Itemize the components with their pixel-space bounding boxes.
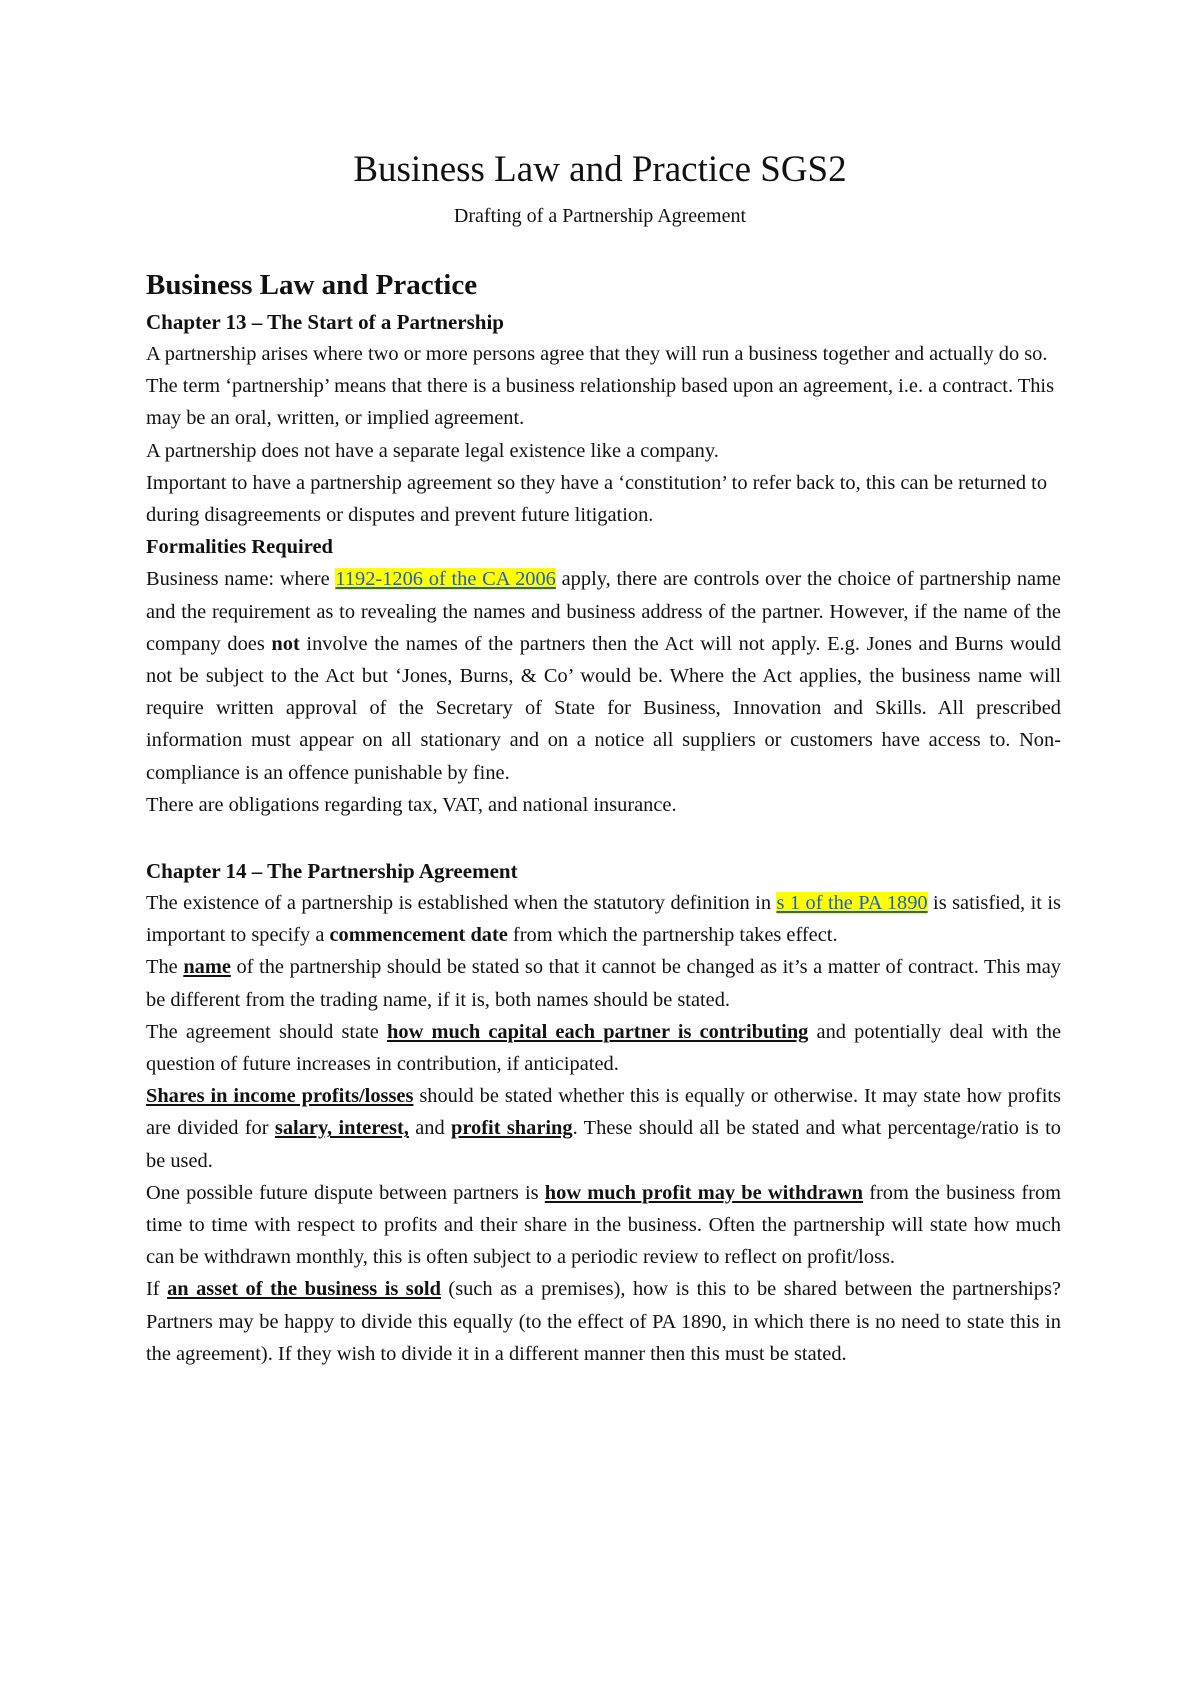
text-run: The existence of a partnership is established when the statutory definition in	[146, 892, 777, 915]
bold-underlined-text: Shares in income profits/losses	[146, 1085, 414, 1108]
text-run: The	[146, 956, 184, 979]
text-run: is satisfied, it is important to specify a	[146, 892, 1061, 947]
chapter-13-paragraph-3: Important to have a partnership agreement so they have a ‘constitution’ to refer back to, this can be returned to during disagreements or disputes and prevent future litigation.	[146, 471, 1048, 527]
text-run: from the business from time to time with respect to profits and their share in the business. Often the partnership will state how much can be withdrawn monthly, this is often subject to a periodic review to reflect on profit/loss.	[146, 1181, 1061, 1269]
bold-text: commencement date	[329, 924, 508, 947]
text-run: (such as a premises), how is this to be shared between the partnerships? Partners may be happy to divide this equally (to the effect of PA 1890, in which there is no need to state this in the agreement). If they wish to divide it in a different manner then this must be stated.	[146, 1278, 1061, 1365]
chapter-14-paragraph-5	[146, 1177, 1061, 1274]
text-run: . These should all be stated and what percentage/ratio is to be used.	[146, 1117, 1061, 1172]
chapter-13-paragraph-2: A partnership does not have a separate legal existence like a company.	[146, 439, 719, 462]
tax-paragraph: There are obligations regarding tax, VAT, and national insurance.	[146, 793, 677, 816]
bold-underlined-text: salary, interest,	[274, 1117, 409, 1140]
chapter-14-paragraph-6	[146, 1273, 1061, 1370]
chapter-14-heading: Chapter 14 – The Partnership Agreement	[146, 859, 518, 884]
bold-underlined-text: an asset of the business is sold	[167, 1278, 441, 1301]
section-heading: Business Law and Practice	[146, 269, 478, 301]
text-run: of the partnership should be stated so that it cannot be changed as it’s a matter of contract. This may be different from the trading name, if it is, both names should be stated.	[146, 956, 1061, 1011]
formalities-heading: Formalities Required	[146, 536, 333, 559]
bold-underlined-text: how much profit may be withdrawn	[544, 1181, 864, 1204]
document-title: Business Law and Practice SGS2	[353, 149, 847, 190]
chapter-13-heading: Chapter 13 – The Start of a Partnership	[146, 310, 504, 334]
text-run: apply, there are controls over the choice of partnership name and the requirement as to revealing the names and business address of the partner. However, if the name of the company does	[146, 568, 1061, 655]
bold-underlined-text: name	[183, 956, 231, 979]
section-spacer	[146, 821, 1061, 855]
text-run: and potentially deal with the question of future increases in contribution, if anticipated.	[146, 1020, 1061, 1076]
bold-underlined-text: profit sharing	[451, 1117, 573, 1140]
text-run: from which the partnership takes effect.	[507, 924, 838, 947]
text-run: One possible future dispute between partners is	[146, 1181, 545, 1204]
bold-text: not	[271, 632, 300, 655]
chapter-13-paragraph-1: A partnership arises where two or more persons agree that they will run a business together and actually do so. The term ‘partnership’ means that there is a business relationship based upon an agreement, i.e. a contract. This may be an oral, written, or implied agreement.	[146, 343, 1055, 430]
text-run: The agreement should state	[146, 1020, 388, 1043]
document-subtitle: Drafting of a Partnership Agreement	[453, 205, 747, 227]
statute-link-ca-2006[interactable]: 1192-1206 of the CA 2006	[335, 568, 556, 591]
chapter-14-paragraph-4	[146, 1080, 1061, 1177]
chapter-14-paragraph-3	[146, 1016, 1061, 1080]
text-run: involve the names of the partners then the Act will not apply. E.g. Jones and Burns would not be subject to the Act but ‘Jones, Burns, & Co’ would be. Where the Act applies, the business name will require written approval of the Secretary of State for Business, Innovation and Skills. All prescribed information must appear on all stationary and on a notice all suppliers or customers have access to. Non-compliance is an offence punishable by fine.	[146, 632, 1061, 784]
document-body	[146, 265, 1061, 1370]
bold-underlined-text: how much capital each partner is contributing	[387, 1020, 809, 1043]
chapter-14-paragraph-1	[146, 887, 1061, 951]
chapter-14-paragraph-2	[146, 951, 1061, 1015]
text-run: Business name: where	[146, 568, 336, 591]
text-run: If	[146, 1278, 168, 1301]
text-run: should be stated whether this is equally or otherwise. It may state how profits are divided for	[146, 1085, 1061, 1140]
formalities-paragraph	[146, 563, 1061, 788]
statute-link-pa-1890[interactable]: s 1 of the PA 1890	[776, 892, 928, 915]
text-run: and	[408, 1117, 452, 1140]
